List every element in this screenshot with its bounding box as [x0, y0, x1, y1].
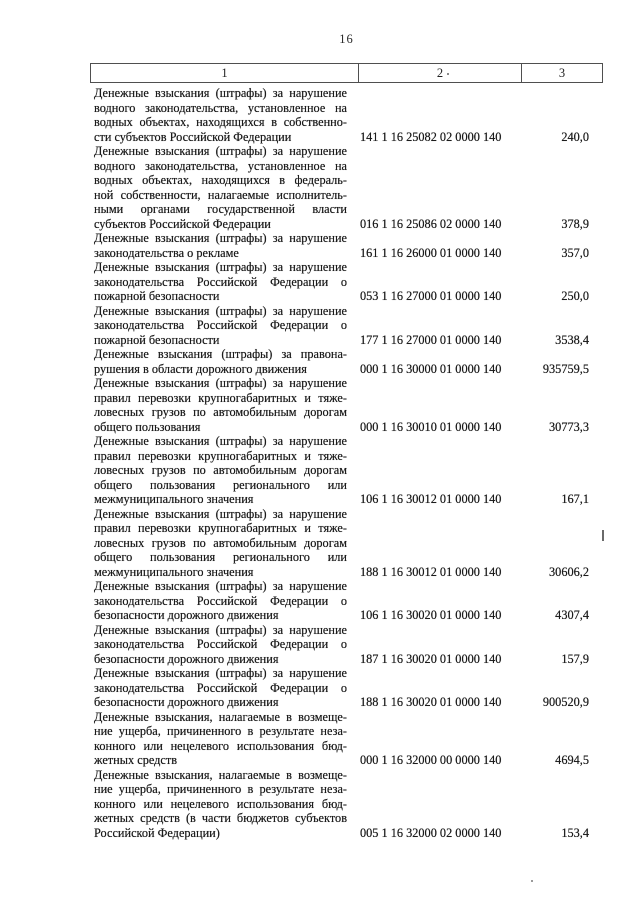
scan-artifact-speck: [531, 880, 533, 882]
table-row: [90, 623, 603, 667]
scan-artifact-tick: [602, 530, 604, 541]
description-line: субъектов Российской Федерации: [94, 216, 271, 231]
description-line: законодательства Российской Федерации о: [94, 593, 347, 608]
row-amount: 4307,4: [555, 608, 589, 622]
table-row: [90, 434, 603, 507]
row-amount: 3538,4: [555, 332, 589, 347]
row-budget-code: 177 1 16 27000 01 0000 140: [360, 332, 502, 347]
row-description: [90, 231, 358, 260]
row-budget-code: 161 1 16 26000 01 0000 140: [360, 245, 502, 260]
description-line: ными органами государственной власти: [94, 202, 347, 216]
row-description: [90, 768, 358, 841]
row-amount: 935759,5: [542, 361, 589, 376]
description-line: конного или нецелевого использования бюд-: [94, 796, 347, 811]
row-description: [90, 376, 358, 434]
description-line: безопасности дорожного движения: [94, 608, 279, 622]
description-line: водных объектах, находящихся в собственно-: [94, 115, 347, 129]
description-line: ние ущерба, причиненного в результате неза-: [94, 782, 347, 796]
description-line: законодательства Российской Федерации о: [94, 274, 347, 289]
row-budget-code: 141 1 16 25082 02 0000 140: [360, 129, 502, 144]
description-line: Денежные взыскания, налагаемые в возмеще-: [94, 767, 347, 782]
row-description: [90, 710, 358, 768]
row-description: [90, 86, 358, 144]
description-line: общего пользования регионального или: [94, 477, 347, 492]
row-budget-code: 000 1 16 30000 01 0000 140: [360, 361, 502, 376]
description-line: жетных средств: [94, 753, 178, 767]
description-line: безопасности дорожного движения: [94, 651, 279, 666]
description-line: водных объектах, находящихся в федераль-: [94, 173, 347, 187]
description-line: ловесных грузов по автомобильным дорогам: [94, 405, 347, 419]
description-line: правил перевозки крупногабаритных и тяже-: [94, 521, 347, 535]
description-line: водного законодательства, установленное на: [94, 100, 347, 115]
description-line: пожарной безопасности: [94, 289, 220, 303]
description-line: законодательства Российской Федерации о: [94, 637, 347, 651]
description-line: Денежные взыскания, налагаемые в возмеще-: [94, 709, 347, 724]
table-header-col-3: 3: [521, 64, 602, 82]
row-description: [90, 666, 358, 710]
row-amount: 153,4: [561, 825, 589, 840]
description-line: Денежные взыскания (штрафы) за нарушение: [94, 144, 347, 158]
row-budget-code: 187 1 16 30020 01 0000 140: [360, 651, 502, 666]
row-amount: 30606,2: [549, 564, 589, 579]
page-number: 16: [339, 32, 354, 46]
table-row: [90, 260, 603, 304]
description-line: безопасности дорожного движения: [94, 695, 279, 709]
row-description: [90, 304, 358, 348]
row-description: [90, 579, 358, 623]
table-row: [90, 768, 603, 841]
description-line: конного или нецелевого использования бюд-: [94, 738, 347, 753]
row-amount: 250,0: [561, 289, 589, 303]
description-line: правил перевозки крупногабаритных и тяже-: [94, 390, 347, 405]
description-line: ной собственности, налагаемые исполнитель-: [94, 187, 347, 202]
description-line: межмуниципального значения: [94, 564, 254, 579]
description-line: ловесных грузов по автомобильным дорогам: [94, 463, 347, 477]
row-amount: 4694,5: [555, 753, 589, 767]
row-budget-code: 106 1 16 30012 01 0000 140: [360, 492, 502, 506]
row-amount: 167,1: [561, 492, 589, 506]
description-line: Денежные взыскания (штрафы) за нарушение: [94, 579, 347, 593]
table-row: [90, 347, 603, 376]
table-row: [90, 144, 603, 231]
row-budget-code: 005 1 16 32000 02 0000 140: [360, 825, 502, 840]
row-amount: 240,0: [561, 129, 589, 144]
row-description: [90, 260, 358, 304]
description-line: Денежные взыскания (штрафы) за нарушение: [94, 622, 347, 637]
row-description: [90, 507, 358, 580]
description-line: законодательства Российской Федерации о: [94, 680, 347, 695]
row-amount: 157,9: [561, 651, 589, 666]
description-line: правил перевозки крупногабаритных и тяже-: [94, 448, 347, 463]
row-description: [90, 347, 358, 376]
description-line: Денежные взыскания (штрафы) за нарушение: [94, 303, 347, 318]
description-line: Денежные взыскания (штрафы) за нарушение: [94, 376, 347, 390]
table-header-row: [90, 63, 603, 83]
row-description: [90, 144, 358, 231]
revenue-table: [90, 63, 603, 840]
row-description: [90, 434, 358, 507]
table-row: [90, 710, 603, 768]
scan-artifact-dot: [447, 73, 449, 75]
description-line: Российской Федерации): [94, 825, 220, 840]
description-line: общего пользования: [94, 419, 201, 434]
row-description: [90, 623, 358, 667]
row-budget-code: 000 1 16 32000 00 0000 140: [360, 753, 502, 767]
table-header-col-2: 2: [358, 64, 521, 82]
description-line: Денежные взыскания (штрафы) за нарушение: [94, 434, 347, 448]
row-budget-code: 188 1 16 30020 01 0000 140: [360, 695, 502, 709]
description-line: ловесных грузов по автомобильным дорогам: [94, 535, 347, 550]
description-line: жетных средств (в части бюджетов субъектов: [94, 811, 347, 825]
table-row: [90, 507, 603, 580]
description-line: межмуниципального значения: [94, 492, 254, 506]
description-line: водного законодательства, установленное на: [94, 158, 347, 173]
row-budget-code: 016 1 16 25086 02 0000 140: [360, 216, 502, 231]
table-row: [90, 579, 603, 623]
description-line: Денежные взыскания (штрафы) за правона-: [94, 347, 347, 361]
table-header-col-1: 1: [221, 66, 228, 80]
description-line: законодательства Российской Федерации о: [94, 318, 347, 332]
table-row: [90, 666, 603, 710]
description-line: ние ущерба, причиненного в результате неза-: [94, 724, 347, 738]
row-budget-code: 106 1 16 30020 01 0000 140: [360, 608, 502, 622]
row-budget-code: 053 1 16 27000 01 0000 140: [360, 289, 502, 303]
table-row: [90, 304, 603, 348]
row-amount: 357,0: [561, 245, 589, 260]
description-line: Денежные взыскания (штрафы) за нарушение: [94, 666, 347, 680]
description-line: Денежные взыскания (штрафы) за нарушение: [94, 86, 347, 100]
description-line: общего пользования регионального или: [94, 550, 347, 564]
description-line: Денежные взыскания (штрафы) за нарушение: [94, 231, 347, 245]
table-body: [90, 83, 603, 840]
row-budget-code: 000 1 16 30010 01 0000 140: [360, 419, 502, 434]
description-line: законодательства о рекламе: [94, 245, 239, 260]
row-amount: 378,9: [561, 216, 589, 231]
table-row: [90, 376, 603, 434]
row-amount: 30773,3: [549, 419, 589, 434]
description-line: сти субъектов Российской Федерации: [94, 129, 292, 144]
row-budget-code: 188 1 16 30012 01 0000 140: [360, 564, 502, 579]
description-line: рушения в области дорожного движения: [94, 361, 307, 376]
description-line: пожарной безопасности: [94, 332, 220, 347]
description-line: Денежные взыскания (штрафы) за нарушение: [94, 506, 347, 521]
table-row: [90, 86, 603, 144]
description-line: Денежные взыскания (штрафы) за нарушение: [94, 260, 347, 274]
table-row: [90, 231, 603, 260]
row-amount: 900520,9: [542, 695, 589, 709]
